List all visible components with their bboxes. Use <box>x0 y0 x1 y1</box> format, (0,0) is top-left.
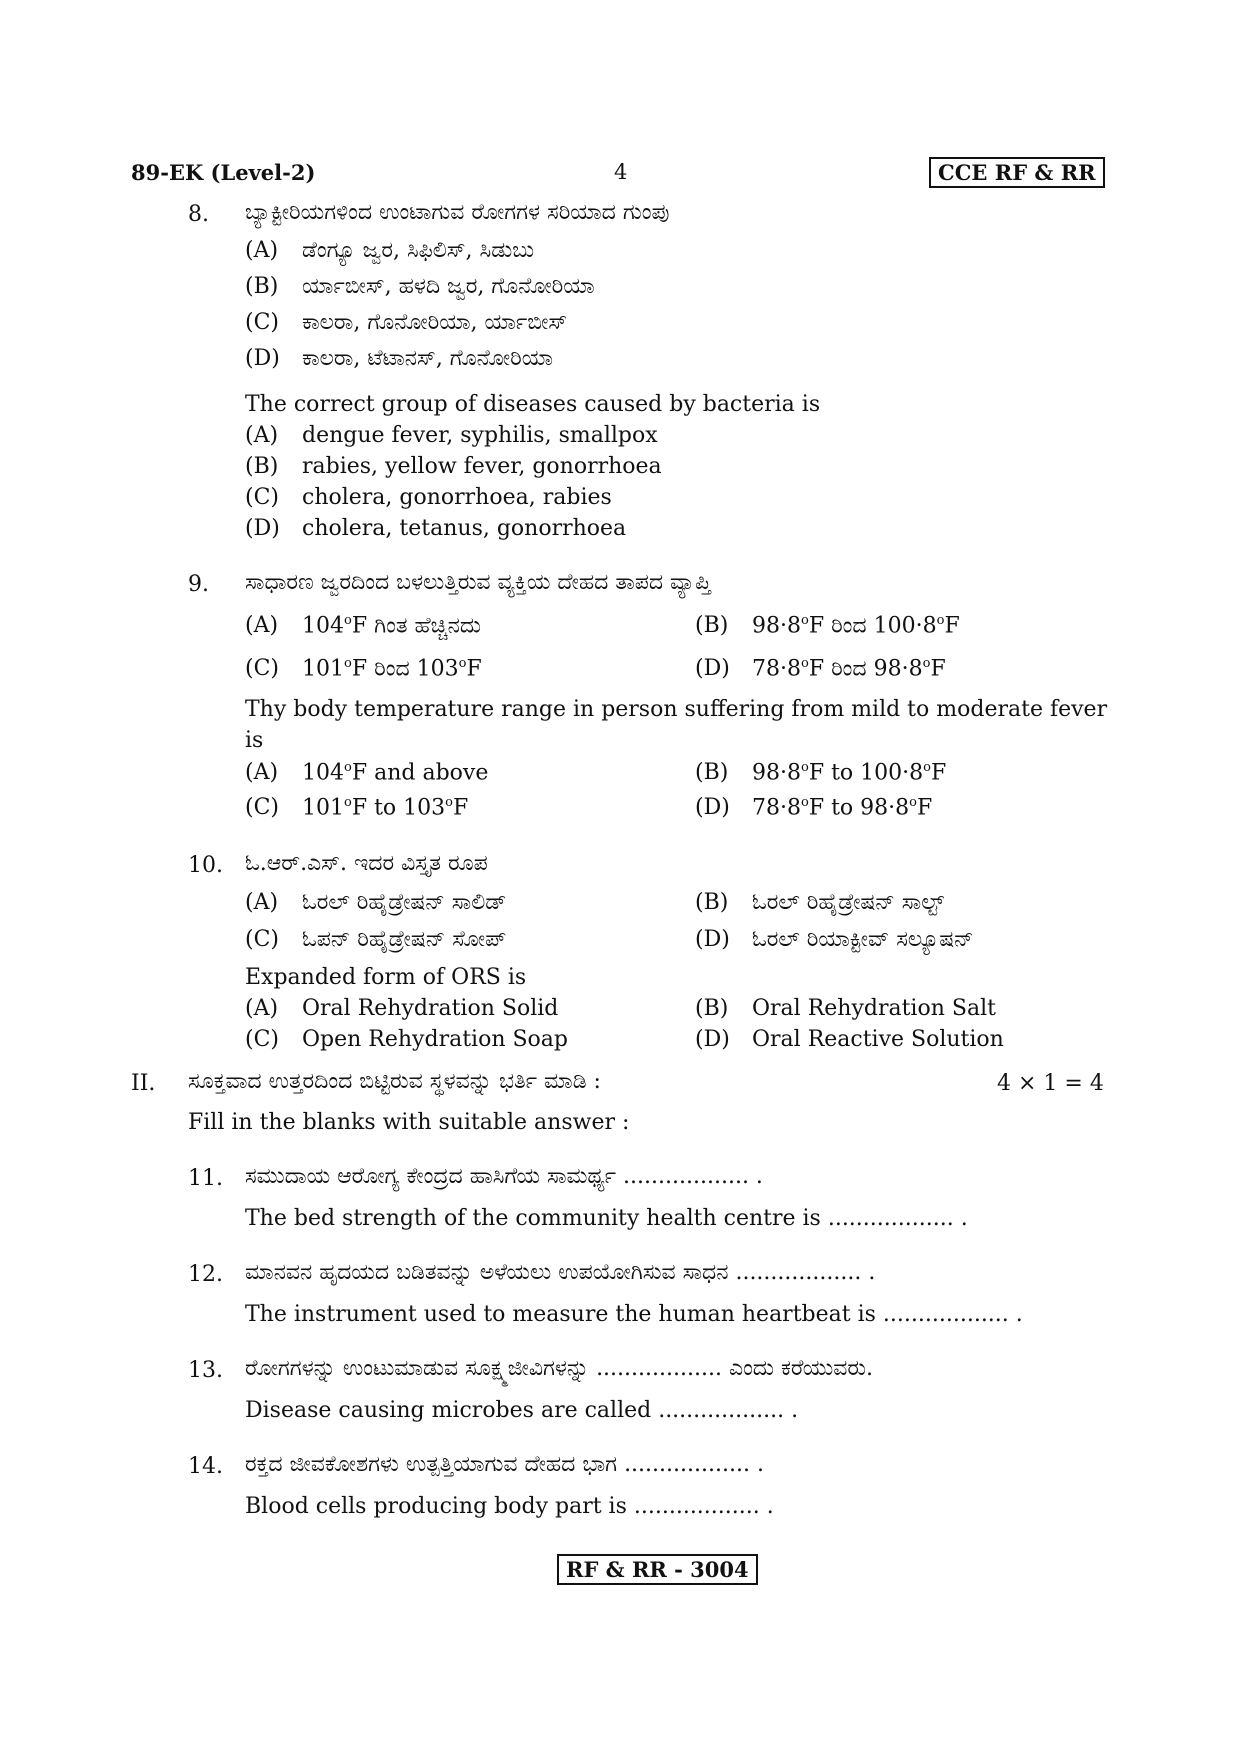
question-text-kannada: ಸಾಧಾರಣ ಜ್ವರದಿಂದ ಬಳಲುತ್ತಿರುವ ವ್ಯಕ್ತಿಯ ದೇಹದ ತಾಪದ ವ್ಯಾಪ್ತಿ <box>245 570 711 595</box>
option-text-english: 104$^o$F and above <box>302 760 489 786</box>
option-text-english: rabies, yellow fever, gonorrhoea <box>302 454 662 479</box>
option-text-english: cholera, gonorrhoea, rabies <box>302 485 612 510</box>
option-text-kannada: ಓರಲ್ ರಿಹೈಡ್ರೇಷನ್ ಸಾಲ್ಟ್ <box>752 890 945 915</box>
option-text-english: cholera, tetanus, gonorrhoea <box>302 516 627 541</box>
question-text-english: Blood cells producing body part is .................. . <box>245 1494 774 1519</box>
footer-code: RF & RR - 3004 <box>557 1554 758 1585</box>
option-text-english: Oral Rehydration Salt <box>752 996 996 1021</box>
option-text-kannada: ಕಾಲರಾ, ಟೆಟಾನಸ್, ಗೊನೋರಿಯಾ <box>302 346 554 371</box>
section-marks: 4 × 1 = 4 <box>997 1071 1104 1096</box>
question-number: 12. <box>188 1262 223 1287</box>
option-text-kannada: ಡೆಂಗ್ಯೂ ಜ್ವರ, ಸಿಫಿಲಿಸ್, ಸಿಡುಬು <box>302 238 535 263</box>
option-label: (C) <box>245 485 279 510</box>
option-label: (C) <box>245 927 279 952</box>
option-text-kannada: 104$^o$F ಗಿಂತ ಹೆಚ್ಚಿನದು <box>302 613 482 639</box>
option-label: (D) <box>695 795 730 820</box>
question-number: 14. <box>188 1454 223 1479</box>
question-number: 10. <box>188 853 223 878</box>
question-number: 8. <box>188 202 209 227</box>
option-text-english: 101$^o$F to 103$^o$F <box>302 795 469 821</box>
option-text-kannada: $78\cdot 8^oF$ ರಿಂದ $98\cdot 8^oF$ <box>752 656 946 682</box>
question-text-english: Thy body temperature range in person suffering from mild to moderate fever <box>245 697 1108 722</box>
option-text-english: Oral Reactive Solution <box>752 1027 1004 1052</box>
option-label: (A) <box>245 423 279 448</box>
option-text-english: dengue fever, syphilis, smallpox <box>302 423 658 448</box>
option-text-kannada: ಕಾಲರಾ, ಗೊನೋರಿಯಾ, ರ್ಯಾಬೀಸ್ <box>302 310 568 335</box>
option-text-kannada: ಓರಲ್ ರಿಹೈಡ್ರೇಷನ್ ಸಾಲಿಡ್ <box>302 890 507 915</box>
option-label: (D) <box>245 346 280 371</box>
option-label: (D) <box>695 927 730 952</box>
option-label: (A) <box>245 613 279 638</box>
option-label: (A) <box>245 996 279 1021</box>
option-text-kannada: ರ್ಯಾಬೀಸ್, ಹಳದಿ ಜ್ವರ, ಗೊನೋರಿಯಾ <box>302 274 595 299</box>
question-text-kannada: ಓ.ಆರ್.ಎಸ್. ಇದರ ವಿಸ್ತೃತ ರೂಪ <box>245 851 488 876</box>
question-text-english: The bed strength of the community health centre is .................. . <box>245 1206 968 1231</box>
section-number: II. <box>131 1071 156 1096</box>
option-text-kannada: $98\cdot 8^oF$ ರಿಂದ $100\cdot 8^oF$ <box>752 613 960 639</box>
question-text-english: The instrument used to measure the human heartbeat is .................. . <box>245 1302 1023 1327</box>
page-number: 4 <box>614 160 628 184</box>
question-text-english: Expanded form of ORS is <box>245 965 527 990</box>
option-label: (A) <box>245 890 279 915</box>
paper-code: 89-EK (Level-2) <box>131 160 316 185</box>
option-label: (D) <box>695 1027 730 1052</box>
option-label: (C) <box>245 656 279 681</box>
option-text-english: $78\cdot 8^oF$ to $98\cdot 8^oF$ <box>752 795 933 821</box>
option-label: (A) <box>245 238 279 263</box>
section-title-english: Fill in the blanks with suitable answer : <box>188 1110 630 1135</box>
question-number: 9. <box>188 572 209 597</box>
question-text-english: The correct group of diseases caused by bacteria is <box>245 392 821 417</box>
option-label: (B) <box>695 996 729 1021</box>
question-text-kannada: ಸಮುದಾಯ ಆರೋಗ್ಯ ಕೇಂದ್ರದ ಹಾಸಿಗೆಯ ಸಾಮರ್ಥ್ಯ .................. . <box>245 1164 763 1189</box>
option-label: (B) <box>245 274 279 299</box>
option-label: (A) <box>245 760 279 785</box>
option-label: (C) <box>245 1027 279 1052</box>
option-label: (B) <box>695 760 729 785</box>
option-text-kannada: 101$^o$F ರಿಂದ 103$^o$F <box>302 656 482 682</box>
header-badge: CCE RF & RR <box>929 157 1105 188</box>
question-text-kannada: ಬ್ಯಾಕ್ಟೀರಿಯಗಳಿಂದ ಉಂಟಾಗುವ ರೋಗಗಳ ಸರಿಯಾದ ಗುಂಪು <box>245 200 670 225</box>
question-text-english-cont: is <box>245 728 264 753</box>
question-number: 13. <box>188 1358 223 1383</box>
option-text-kannada: ಓಪನ್ ರಿಹೈಡ್ರೇಷನ್ ಸೋಪ್ <box>302 927 507 952</box>
question-text-kannada: ಮಾನವನ ಹೃದಯದ ಬಡಿತವನ್ನು ಅಳೆಯಲು ಉಪಯೋಗಿಸುವ ಸಾಧನ .................. . <box>245 1260 876 1285</box>
option-label: (B) <box>695 613 729 638</box>
option-label: (D) <box>245 516 280 541</box>
option-label: (B) <box>245 454 279 479</box>
option-label: (C) <box>245 795 279 820</box>
question-text-english: Disease causing microbes are called .................. . <box>245 1398 799 1423</box>
question-text-kannada: ರೋಗಗಳನ್ನು ಉಂಟುಮಾಡುವ ಸೂಕ್ಷ್ಮಜೀವಿಗಳನ್ನು .................. ಎಂದು ಕರೆಯುವರು. <box>245 1356 874 1381</box>
option-text-english: Oral Rehydration Solid <box>302 996 559 1021</box>
option-label: (D) <box>695 656 730 681</box>
question-number: 11. <box>188 1166 223 1191</box>
option-label: (B) <box>695 890 729 915</box>
option-text-kannada: ಓರಲ್ ರಿಯಾಕ್ಟೀವ್ ಸಲ್ಯೂಷನ್ <box>752 927 974 952</box>
option-label: (C) <box>245 310 279 335</box>
option-text-english: $98\cdot 8^oF$ to $100\cdot 8^oF$ <box>752 760 947 786</box>
option-text-english: Open Rehydration Soap <box>302 1027 568 1052</box>
section-title-kannada: ಸೂಕ್ತವಾದ ಉತ್ತರದಿಂದ ಬಿಟ್ಟಿರುವ ಸ್ಥಳವನ್ನು ಭರ್ತಿ ಮಾಡಿ : <box>188 1069 601 1094</box>
question-text-kannada: ರಕ್ತದ ಜೀವಕೋಶಗಳು ಉತ್ಪತ್ತಿಯಾಗುವ ದೇಹದ ಭಾಗ .................. . <box>245 1452 764 1477</box>
